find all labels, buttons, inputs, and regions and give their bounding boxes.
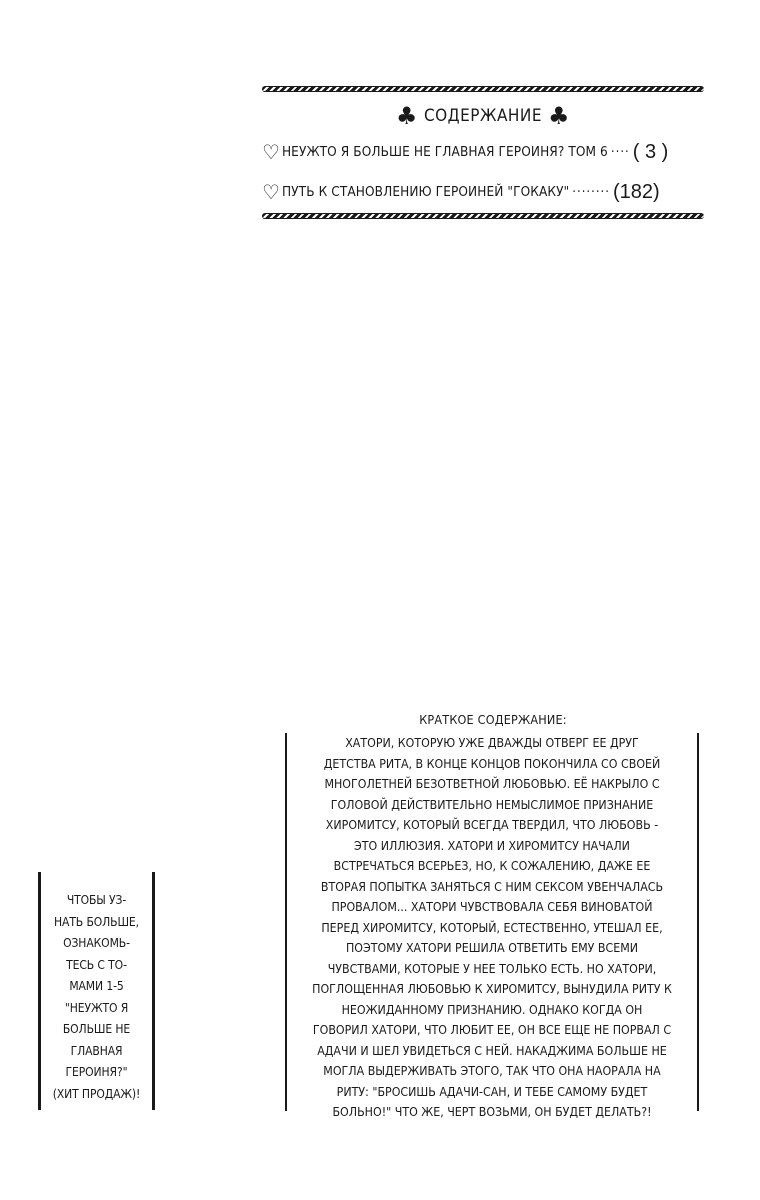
note-line: БОЛЬШЕ НЕ [62, 1022, 131, 1036]
contents-entry-page: (182) [613, 180, 660, 203]
heart-outline-icon: ♡ [262, 140, 280, 164]
contents-entry-page: ( 3 ) [632, 140, 669, 163]
note-line: ТЕСЬ С ТО- [66, 957, 127, 972]
summary-line: ГОЛОВОЙ ДЕЙСТВИТЕЛЬНО НЕМЫСЛИМОЕ ПРИЗНАНИЕ [330, 797, 654, 812]
contents-entry[interactable] [262, 139, 707, 165]
contents-bottom-rope-divider [262, 213, 704, 219]
summary-line: ГОВОРИЛ ХАТОРИ, ЧТО ЛЮБИТ ЕЕ, ОН ВСЕ ЕЩЕ НЕ ПОРВАЛ С [312, 1023, 672, 1037]
note-line: "НЕУЖТО Я [64, 1000, 129, 1015]
summary-line: ХИРОМИТСУ, КОТОРЫЙ ВСЕГДА ТВЕРДИЛ, ЧТО ЛЮБОВЬ - [325, 818, 659, 832]
summary-box [285, 733, 699, 1119]
contents-entry[interactable] [262, 179, 707, 205]
summary-line: ДЕТСТВА РИТА, В КОНЦЕ КОНЦОВ ПОКОНЧИЛА СО СВОЕЙ [323, 756, 661, 771]
summary-heading: КРАТКОЕ СОДЕРЖАНИЕ: [419, 712, 567, 727]
note-line: МАМИ 1-5 [69, 979, 124, 993]
club-icon: ♣ [548, 102, 571, 130]
summary-line: АДАЧИ И ШЕЛ УВИДЕТЬСЯ С НЕЙ. НАКАДЖИМА БОЛЬШЕ НЕ [317, 1043, 667, 1058]
summary-line: ЭТО ИЛЛЮЗИЯ. ХАТОРИ И ХИРОМИТСУ НАЧАЛИ [354, 838, 630, 853]
summary-line: ПОЭТОМУ ХАТОРИ РЕШИЛА ОТВЕТИТЬ ЕМУ ВСЕМИ [345, 941, 639, 955]
contents-top-rope-divider [262, 86, 704, 92]
contents-entry-leader-dots: ···· [610, 144, 630, 160]
summary-line: РИТУ: "БРОСИШЬ АДАЧИ-САН, И ТЕБЕ САМОМУ БУДЕТ [336, 1084, 648, 1099]
club-icon: ♣ [395, 102, 418, 130]
summary-line: МОГЛА ВЫДЕРЖИВАТЬ ЭТОГО, ТАК ЧТО ОНА НАОРАЛА НА [323, 1064, 661, 1078]
summary-line: МНОГОЛЕТНЕЙ БЕЗОТВЕТНОЙ ЛЮБОВЬЮ. ЕЁ НАКРЫЛО С [324, 777, 660, 791]
contents-heading [262, 104, 704, 128]
previous-volumes-note [38, 872, 155, 1110]
note-text [41, 890, 152, 1105]
contents-entry-title: НЕУЖТО Я БОЛЬШЕ НЕ ГЛАВНАЯ ГЕРОИНЯ? ТОМ 6 [281, 144, 608, 160]
contents-entry-title: ПУТЬ К СТАНОВЛЕНИЮ ГЕРОИНЕЙ "ГОКАКУ" [281, 184, 570, 200]
note-line: ЧТОБЫ УЗ- [66, 893, 127, 907]
note-line: ГЕРОИНЯ?" [65, 1065, 128, 1079]
summary-line: ЧУВСТВАМИ, КОТОРЫЕ У НЕЕ ТОЛЬКО ЕСТЬ. НО ХАТОРИ, [327, 961, 657, 976]
contents-entry-leader-dots: ········ [572, 184, 610, 200]
summary-line: БОЛЬНО!" ЧТО ЖЕ, ЧЕРТ ВОЗЬМИ, ОН БУДЕТ ДЕЛАТЬ?! [332, 1105, 652, 1119]
summary-line: ПОГЛОЩЕННАЯ ЛЮБОВЬЮ К ХИРОМИТСУ, ВЫНУДИЛА РИТУ К [312, 982, 672, 996]
contents-title: СОДЕРЖАНИЕ [423, 106, 543, 126]
note-line: НАТЬ БОЛЬШЕ, [54, 914, 139, 929]
note-line: ОЗНАКОМЬ- [63, 936, 130, 950]
summary-line: НЕОЖИДАННОМУ ПРИЗНАНИЮ. ОДНАКО КОГДА ОН [341, 1002, 643, 1017]
summary-line: ХАТОРИ, КОТОРУЮ УЖЕ ДВАЖДЫ ОТВЕРГ ЕЕ ДРУГ [345, 736, 639, 750]
note-line: ГЛАВНАЯ [70, 1043, 123, 1058]
summary-line: ВТОРАЯ ПОПЫТКА ЗАНЯТЬСЯ С НИМ СЕКСОМ УВЕНЧАЛАСЬ [320, 879, 664, 894]
note-line: (ХИТ ПРОДАЖ)! [52, 1086, 141, 1101]
summary-line: ПЕРЕД ХИРОМИТСУ, КОТОРЫЙ, ЕСТЕСТВЕННО, УТЕШАЛ ЕЕ, [321, 920, 663, 935]
summary-text [287, 733, 697, 1123]
heart-outline-icon: ♡ [262, 180, 280, 204]
summary-line: ПРОВАЛОМ... ХАТОРИ ЧУВСТВОВАЛА СЕБЯ ВИНОВАТОЙ [331, 900, 653, 914]
summary-line: ВСТРЕЧАТЬСЯ ВСЕРЬЕЗ, НО, К СОЖАЛЕНИЮ, ДАЖЕ ЕЕ [333, 859, 651, 873]
